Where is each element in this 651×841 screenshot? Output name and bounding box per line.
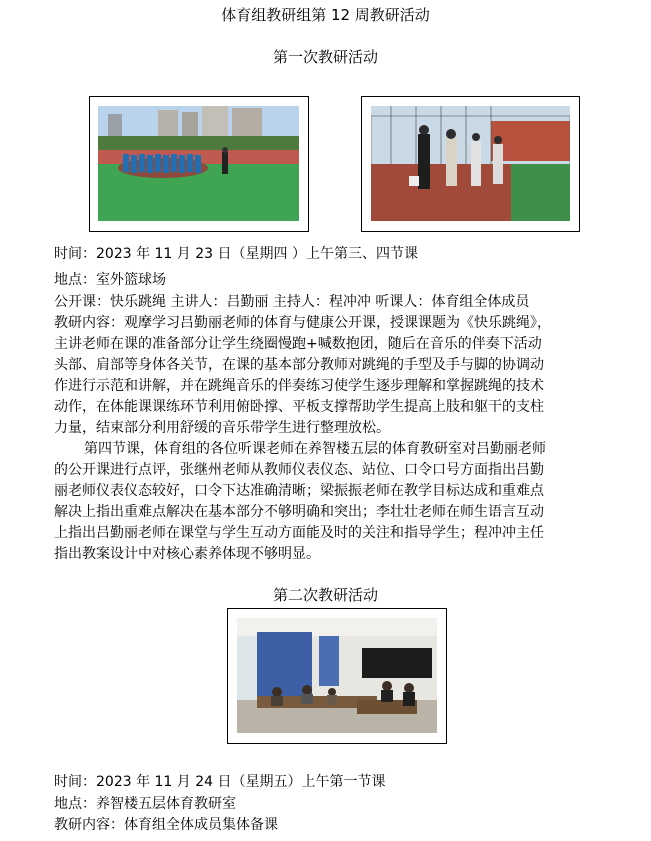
section1-content-line: 力量，结束部分利用舒缓的音乐带学生进行整理放松。 xyxy=(54,420,390,436)
section1-place: 地点：室外篮球场 xyxy=(54,272,166,288)
section2-content: 教研内容：体育组全体成员集体备课 xyxy=(54,817,278,833)
section1-content-line: 动作，在体能课课练环节利用俯卧撑、平板支撑帮助学生提高上肢和躯干的支柱 xyxy=(54,399,544,415)
section1-lesson-info: 公开课：快乐跳绳 主讲人：吕勤丽 主持人：程冲冲 听课人：体育组全体成员 xyxy=(54,294,530,310)
section2-time: 时间：2023 年 11 月 24 日（星期五）上午第一节课 xyxy=(54,774,386,790)
section1-review-line: 的公开课进行点评，张继州老师从教师仪表仪态、站位、口令口号方面指出吕勤 xyxy=(54,462,544,478)
section2-place: 地点：养智楼五层体育教研室 xyxy=(54,796,236,812)
section1-content-line: 头部、肩部等身体各关节，在课的基本部分教师对跳绳的手型及手与脚的协调动 xyxy=(54,357,544,373)
photo-frame-teachers xyxy=(361,96,580,232)
photo-frame-meeting xyxy=(227,608,447,744)
photo-meeting-room xyxy=(237,618,437,733)
section1-heading: 第一次教研活动 xyxy=(272,48,378,66)
section1-review-line: 指出教案设计中对核心素养体现不够明显。 xyxy=(54,546,320,562)
section1-content-line: 作进行示范和讲解，并在跳绳音乐的伴奏练习使学生逐步理解和掌握跳绳的技术 xyxy=(54,378,544,394)
section1-content-line: 教研内容：观摩学习吕勤丽老师的体育与健康公开课，授课课题为《快乐跳绳》， xyxy=(54,315,551,331)
photo-teachers-observing xyxy=(371,106,570,221)
section1-review-line: 上指出吕勤丽老师在课堂与学生互动方面能及时的关注和指导学生；程冲冲主任 xyxy=(54,525,544,541)
section1-review-line: 第四节课，体育组的各位听课老师在养智楼五层的体育教研室对吕勤丽老师 xyxy=(84,441,546,457)
photo-students-lined-up xyxy=(98,106,299,221)
section1-content-line: 主讲老师在课的准备部分让学生绕圈慢跑+喊数抱团，随后在音乐的伴奏下活动 xyxy=(54,336,542,352)
section2-heading: 第二次教研活动 xyxy=(272,586,378,604)
section1-review-line: 丽老师仪表仪态较好，口令下达准确清晰；梁振振老师在教学目标达成和重难点 xyxy=(54,483,544,499)
section1-time: 时间：2023 年 11 月 23 日（星期四 ）上午第三、四节课 xyxy=(54,246,418,262)
section1-review-line: 解决上指出重难点解决在基本部分不够明确和突出；李壮壮老师在师生语言互动 xyxy=(54,504,544,520)
photo-frame-class-field xyxy=(89,96,309,232)
document-title: 体育组教研组第 12 周教研活动 xyxy=(221,6,430,24)
